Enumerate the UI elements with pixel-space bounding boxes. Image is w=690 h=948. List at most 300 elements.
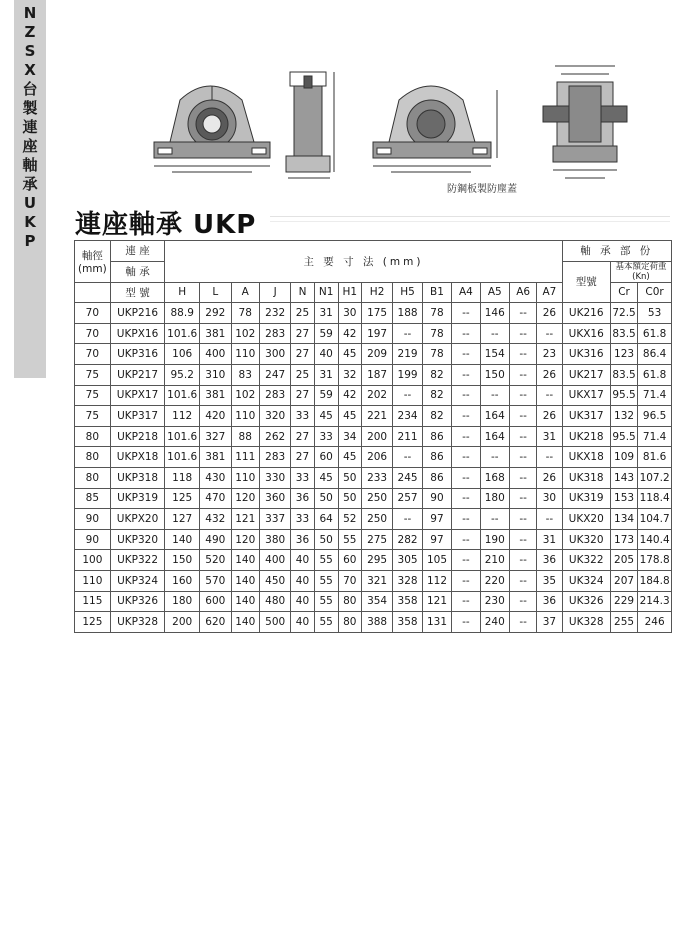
table-cell: 330 <box>259 467 291 488</box>
table-cell: 150 <box>165 550 200 571</box>
bearing-group-header: 軸 承 部 份 <box>562 241 671 262</box>
table-cell: 59 <box>314 323 338 344</box>
table-cell: 164 <box>480 426 509 447</box>
table-cell: UKP216 <box>110 303 165 324</box>
table-cell: 600 <box>200 591 232 612</box>
table-cell: 55 <box>314 591 338 612</box>
table-cell: 178.8 <box>638 550 672 571</box>
table-cell: 255 <box>610 612 637 633</box>
table-cell: UK318 <box>562 467 610 488</box>
table-cell: 53 <box>638 303 672 324</box>
table-cell: -- <box>393 447 422 468</box>
unit-header-line2: 軸 承 <box>110 261 165 282</box>
side-tab <box>14 0 46 378</box>
table-cell: UKP326 <box>110 591 165 612</box>
table-cell: -- <box>452 550 480 571</box>
table-cell: -- <box>509 591 536 612</box>
table-cell: 388 <box>361 612 393 633</box>
side-tab-char: P <box>24 232 36 250</box>
table-cell: 168 <box>480 467 509 488</box>
table-cell: 202 <box>361 385 393 406</box>
table-cell: 45 <box>338 447 361 468</box>
table-cell: UK326 <box>562 591 610 612</box>
table-cell: 34 <box>338 426 361 447</box>
table-cell: -- <box>509 344 536 365</box>
dim-col-header: A4 <box>452 282 480 303</box>
unit-header-line3: 型 號 <box>110 282 165 303</box>
table-cell: 432 <box>200 509 232 530</box>
table-cell: 221 <box>361 406 393 427</box>
table-cell: UKPX18 <box>110 447 165 468</box>
table-cell: 95.2 <box>165 364 200 385</box>
table-cell: 42 <box>338 323 361 344</box>
table-cell: 140 <box>231 570 259 591</box>
table-row <box>75 467 672 488</box>
table-cell: UK218 <box>562 426 610 447</box>
dim-col-header: N <box>291 282 314 303</box>
table-cell: 430 <box>200 467 232 488</box>
table-cell: 26 <box>537 406 562 427</box>
table-cell: 27 <box>291 344 314 365</box>
table-cell: 80 <box>75 467 111 488</box>
table-cell: 134 <box>610 509 637 530</box>
table-row <box>75 344 672 365</box>
load-rating-header <box>610 261 671 282</box>
table-cell: 83.5 <box>610 364 637 385</box>
table-cell: UKPX17 <box>110 385 165 406</box>
table-cell: 381 <box>200 447 232 468</box>
table-cell: 206 <box>361 447 393 468</box>
table-cell: 50 <box>314 529 338 550</box>
table-cell: 520 <box>200 550 232 571</box>
side-tab-char: 製 <box>22 99 38 117</box>
table-cell: 381 <box>200 385 232 406</box>
side-tab-char: S <box>24 42 36 60</box>
table-cell: 31 <box>314 303 338 324</box>
title-rule <box>270 216 670 222</box>
table-cell: 190 <box>480 529 509 550</box>
table-cell: 175 <box>361 303 393 324</box>
table-cell: 110 <box>231 406 259 427</box>
dims-group-header: 主 要 寸 法 (mm) <box>165 241 562 283</box>
table-cell: 70 <box>338 570 361 591</box>
table-cell: 112 <box>422 570 451 591</box>
side-tab-char: K <box>24 213 36 231</box>
table-cell: 257 <box>393 488 422 509</box>
table-cell: UKP317 <box>110 406 165 427</box>
table-cell: 40 <box>291 570 314 591</box>
table-row <box>75 550 672 571</box>
table-cell: -- <box>393 385 422 406</box>
front-view-drawing <box>150 70 282 180</box>
table-cell: 470 <box>200 488 232 509</box>
table-cell: 55 <box>314 570 338 591</box>
dim-col-header: A6 <box>509 282 536 303</box>
table-cell: -- <box>452 406 480 427</box>
section-view-drawing <box>535 60 635 184</box>
table-cell: 480 <box>259 591 291 612</box>
table-cell: UKX17 <box>562 385 610 406</box>
dim-col-header: A5 <box>480 282 509 303</box>
table-cell: -- <box>480 509 509 530</box>
table-cell: -- <box>509 385 536 406</box>
table-cell: 33 <box>291 509 314 530</box>
table-cell: 64 <box>314 509 338 530</box>
dim-col-header: A <box>231 282 259 303</box>
spec-table-body <box>75 303 672 633</box>
table-row <box>75 385 672 406</box>
table-cell: 247 <box>259 364 291 385</box>
table-cell: 86 <box>422 426 451 447</box>
shaft-header-line2: (mm) <box>78 262 107 275</box>
table-cell: 219 <box>393 344 422 365</box>
table-cell: 305 <box>393 550 422 571</box>
table-cell: 146 <box>480 303 509 324</box>
table-cell: 25 <box>291 303 314 324</box>
table-cell: 132 <box>610 406 637 427</box>
table-cell: 70 <box>75 344 111 365</box>
table-cell: 115 <box>75 591 111 612</box>
table-cell: 50 <box>314 488 338 509</box>
table-cell: UKPX16 <box>110 323 165 344</box>
table-cell: 106 <box>165 344 200 365</box>
table-cell: 78 <box>231 303 259 324</box>
table-row <box>75 303 672 324</box>
table-cell: -- <box>480 385 509 406</box>
dim-col-header: H <box>165 282 200 303</box>
table-cell: 570 <box>200 570 232 591</box>
table-cell: 220 <box>480 570 509 591</box>
table-cell: -- <box>537 385 562 406</box>
side-tab-char: N <box>23 4 37 22</box>
table-cell: -- <box>509 570 536 591</box>
side-view-drawing <box>284 66 344 186</box>
table-cell: 32 <box>338 364 361 385</box>
table-cell: -- <box>509 529 536 550</box>
table-cell: 50 <box>338 467 361 488</box>
table-cell: 78 <box>422 303 451 324</box>
table-cell: 81.6 <box>638 447 672 468</box>
table-row <box>75 447 672 468</box>
table-cell: 109 <box>610 447 637 468</box>
table-cell: 100 <box>75 550 111 571</box>
table-cell: 207 <box>610 570 637 591</box>
table-cell: 110 <box>75 570 111 591</box>
table-cell: 80 <box>75 447 111 468</box>
table-cell: 229 <box>610 591 637 612</box>
table-cell: 35 <box>537 570 562 591</box>
table-cell: 45 <box>338 344 361 365</box>
table-cell: UKX20 <box>562 509 610 530</box>
table-cell: -- <box>393 509 422 530</box>
table-cell: -- <box>537 323 562 344</box>
table-cell: 121 <box>231 509 259 530</box>
table-cell: 233 <box>361 467 393 488</box>
table-cell: -- <box>509 303 536 324</box>
table-cell: 26 <box>537 467 562 488</box>
shaft-header-blank <box>75 282 111 303</box>
table-cell: 45 <box>314 406 338 427</box>
table-cell: 360 <box>259 488 291 509</box>
dim-col-header: H2 <box>361 282 393 303</box>
table-cell: 42 <box>338 385 361 406</box>
table-cell: 95.5 <box>610 426 637 447</box>
table-cell: 26 <box>537 303 562 324</box>
table-cell: 490 <box>200 529 232 550</box>
table-cell: -- <box>452 488 480 509</box>
shaft-header <box>75 241 111 283</box>
table-cell: UK316 <box>562 344 610 365</box>
table-cell: 61.8 <box>638 323 672 344</box>
table-cell: 205 <box>610 550 637 571</box>
table-cell: 321 <box>361 570 393 591</box>
technical-drawings <box>150 60 670 200</box>
table-row <box>75 509 672 530</box>
table-cell: -- <box>509 509 536 530</box>
table-cell: UKP318 <box>110 467 165 488</box>
table-cell: 72.5 <box>610 303 637 324</box>
table-cell: 31 <box>537 426 562 447</box>
dim-col-header: A7 <box>537 282 562 303</box>
table-cell: 620 <box>200 612 232 633</box>
table-cell: -- <box>509 406 536 427</box>
table-cell: 200 <box>361 426 393 447</box>
side-tab-char: 台 <box>22 80 38 98</box>
table-cell: 230 <box>480 591 509 612</box>
table-cell: 112 <box>165 406 200 427</box>
table-cell: 173 <box>610 529 637 550</box>
table-cell: UKPX20 <box>110 509 165 530</box>
table-cell: 71.4 <box>638 426 672 447</box>
table-cell: 188 <box>393 303 422 324</box>
table-cell: 37 <box>537 612 562 633</box>
table-cell: 123 <box>610 344 637 365</box>
dim-col-header: L <box>200 282 232 303</box>
table-cell: 25 <box>291 364 314 385</box>
table-cell: 36 <box>291 529 314 550</box>
table-cell: 82 <box>422 385 451 406</box>
table-cell: 90 <box>75 529 111 550</box>
table-cell: 31 <box>314 364 338 385</box>
table-cell: -- <box>509 488 536 509</box>
table-cell: 199 <box>393 364 422 385</box>
table-cell: -- <box>452 529 480 550</box>
table-cell: 40 <box>314 344 338 365</box>
table-cell: 300 <box>259 344 291 365</box>
table-cell: 283 <box>259 385 291 406</box>
table-cell: 354 <box>361 591 393 612</box>
table-cell: -- <box>480 323 509 344</box>
table-cell: 78 <box>422 323 451 344</box>
side-tab-char: U <box>23 194 37 212</box>
table-cell: 80 <box>75 426 111 447</box>
table-cell: 292 <box>200 303 232 324</box>
table-cell: 262 <box>259 426 291 447</box>
table-cell: 283 <box>259 447 291 468</box>
table-cell: -- <box>537 509 562 530</box>
table-cell: 75 <box>75 364 111 385</box>
dim-col-header: B1 <box>422 282 451 303</box>
table-cell: UKP316 <box>110 344 165 365</box>
table-cell: 358 <box>393 612 422 633</box>
table-row <box>75 591 672 612</box>
table-cell: -- <box>393 323 422 344</box>
table-cell: 180 <box>480 488 509 509</box>
table-row <box>75 406 672 427</box>
table-cell: 310 <box>200 364 232 385</box>
dim-col-header: H5 <box>393 282 422 303</box>
table-cell: 275 <box>361 529 393 550</box>
table-cell: 450 <box>259 570 291 591</box>
table-cell: 110 <box>231 467 259 488</box>
table-cell: 140 <box>231 550 259 571</box>
table-cell: -- <box>452 344 480 365</box>
table-cell: 118.4 <box>638 488 672 509</box>
table-cell: 96.5 <box>638 406 672 427</box>
table-cell: 250 <box>361 488 393 509</box>
table-cell: 36 <box>537 591 562 612</box>
table-cell: UK319 <box>562 488 610 509</box>
table-cell: 358 <box>393 591 422 612</box>
table-cell: 327 <box>200 426 232 447</box>
table-cell: UKX16 <box>562 323 610 344</box>
table-cell: 246 <box>638 612 672 633</box>
table-cell: 164 <box>480 406 509 427</box>
table-cell: 160 <box>165 570 200 591</box>
table-cell: -- <box>509 426 536 447</box>
table-cell: 104.7 <box>638 509 672 530</box>
table-cell: -- <box>452 385 480 406</box>
table-cell: 240 <box>480 612 509 633</box>
table-cell: 232 <box>259 303 291 324</box>
table-cell: 380 <box>259 529 291 550</box>
bearing-model-header: 型號 <box>562 261 610 303</box>
table-cell: 40 <box>291 612 314 633</box>
table-cell: UK216 <box>562 303 610 324</box>
table-cell: 80 <box>338 591 361 612</box>
table-cell: 420 <box>200 406 232 427</box>
table-cell: 70 <box>75 303 111 324</box>
table-cell: -- <box>509 364 536 385</box>
table-cell: 120 <box>231 488 259 509</box>
table-cell: 328 <box>393 570 422 591</box>
table-cell: 59 <box>314 385 338 406</box>
table-cell: -- <box>452 612 480 633</box>
table-cell: 80 <box>338 612 361 633</box>
table-cell: 36 <box>537 550 562 571</box>
table-cell: 197 <box>361 323 393 344</box>
side-tab-char: 軸 <box>22 156 38 174</box>
side-tab-char: 座 <box>22 137 38 155</box>
table-row <box>75 323 672 344</box>
dim-col-header: N1 <box>314 282 338 303</box>
table-cell: 184.8 <box>638 570 672 591</box>
table-cell: 83.5 <box>610 323 637 344</box>
table-cell: 95.5 <box>610 385 637 406</box>
table-row <box>75 488 672 509</box>
table-cell: UK217 <box>562 364 610 385</box>
table-cell: 52 <box>338 509 361 530</box>
table-cell: 400 <box>259 550 291 571</box>
table-cell: 33 <box>314 426 338 447</box>
table-cell: 250 <box>361 509 393 530</box>
side-tab-char: X <box>24 61 36 79</box>
shaft-header-line1: 軸徑 <box>81 249 103 262</box>
table-cell: 118 <box>165 467 200 488</box>
table-cell: 90 <box>75 509 111 530</box>
table-cell: 150 <box>480 364 509 385</box>
table-cell: -- <box>537 447 562 468</box>
table-cell: UKP217 <box>110 364 165 385</box>
table-cell: 97 <box>422 509 451 530</box>
cover-front-view-drawing <box>365 70 505 180</box>
table-cell: 40 <box>291 591 314 612</box>
dim-col-header: J <box>259 282 291 303</box>
table-cell: UKP218 <box>110 426 165 447</box>
table-cell: 140 <box>231 591 259 612</box>
table-cell: 180 <box>165 591 200 612</box>
table-cell: 101.6 <box>165 385 200 406</box>
table-cell: 27 <box>291 323 314 344</box>
table-cell: 90 <box>422 488 451 509</box>
table-cell: UK320 <box>562 529 610 550</box>
table-cell: 86 <box>422 447 451 468</box>
table-cell: 75 <box>75 406 111 427</box>
table-cell: 200 <box>165 612 200 633</box>
table-cell: 70 <box>75 323 111 344</box>
side-tab-label <box>14 4 46 251</box>
table-cell: 234 <box>393 406 422 427</box>
table-cell: 36 <box>291 488 314 509</box>
table-cell: -- <box>509 550 536 571</box>
dust-cover-note: 防鋼板製防塵蓋 <box>447 184 517 195</box>
side-tab-char: Z <box>24 23 36 41</box>
table-cell: -- <box>452 323 480 344</box>
load-header-line1: 基本額定荷重 <box>615 261 667 272</box>
table-cell: 245 <box>393 467 422 488</box>
load-col-header: Cr <box>610 282 637 303</box>
table-cell: 83 <box>231 364 259 385</box>
table-cell: 125 <box>165 488 200 509</box>
table-cell: 209 <box>361 344 393 365</box>
table-cell: 85 <box>75 488 111 509</box>
table-cell: 102 <box>231 323 259 344</box>
table-cell: -- <box>452 303 480 324</box>
table-row <box>75 364 672 385</box>
table-cell: 320 <box>259 406 291 427</box>
table-cell: 500 <box>259 612 291 633</box>
table-cell: -- <box>509 467 536 488</box>
unit-header-line1: 連 座 <box>110 241 165 262</box>
table-cell: UK322 <box>562 550 610 571</box>
table-cell: 101.6 <box>165 426 200 447</box>
table-cell: -- <box>509 447 536 468</box>
table-cell: UKP328 <box>110 612 165 633</box>
table-cell: 82 <box>422 364 451 385</box>
table-cell: 55 <box>338 529 361 550</box>
table-cell: 55 <box>314 612 338 633</box>
table-cell: UKP324 <box>110 570 165 591</box>
side-tab-char: 承 <box>22 175 38 193</box>
dim-col-header: H1 <box>338 282 361 303</box>
table-cell: 381 <box>200 323 232 344</box>
table-cell: 23 <box>537 344 562 365</box>
table-cell: 50 <box>338 488 361 509</box>
table-cell: 140.4 <box>638 529 672 550</box>
table-cell: UK317 <box>562 406 610 427</box>
table-cell: 45 <box>314 467 338 488</box>
table-cell: 40 <box>291 550 314 571</box>
